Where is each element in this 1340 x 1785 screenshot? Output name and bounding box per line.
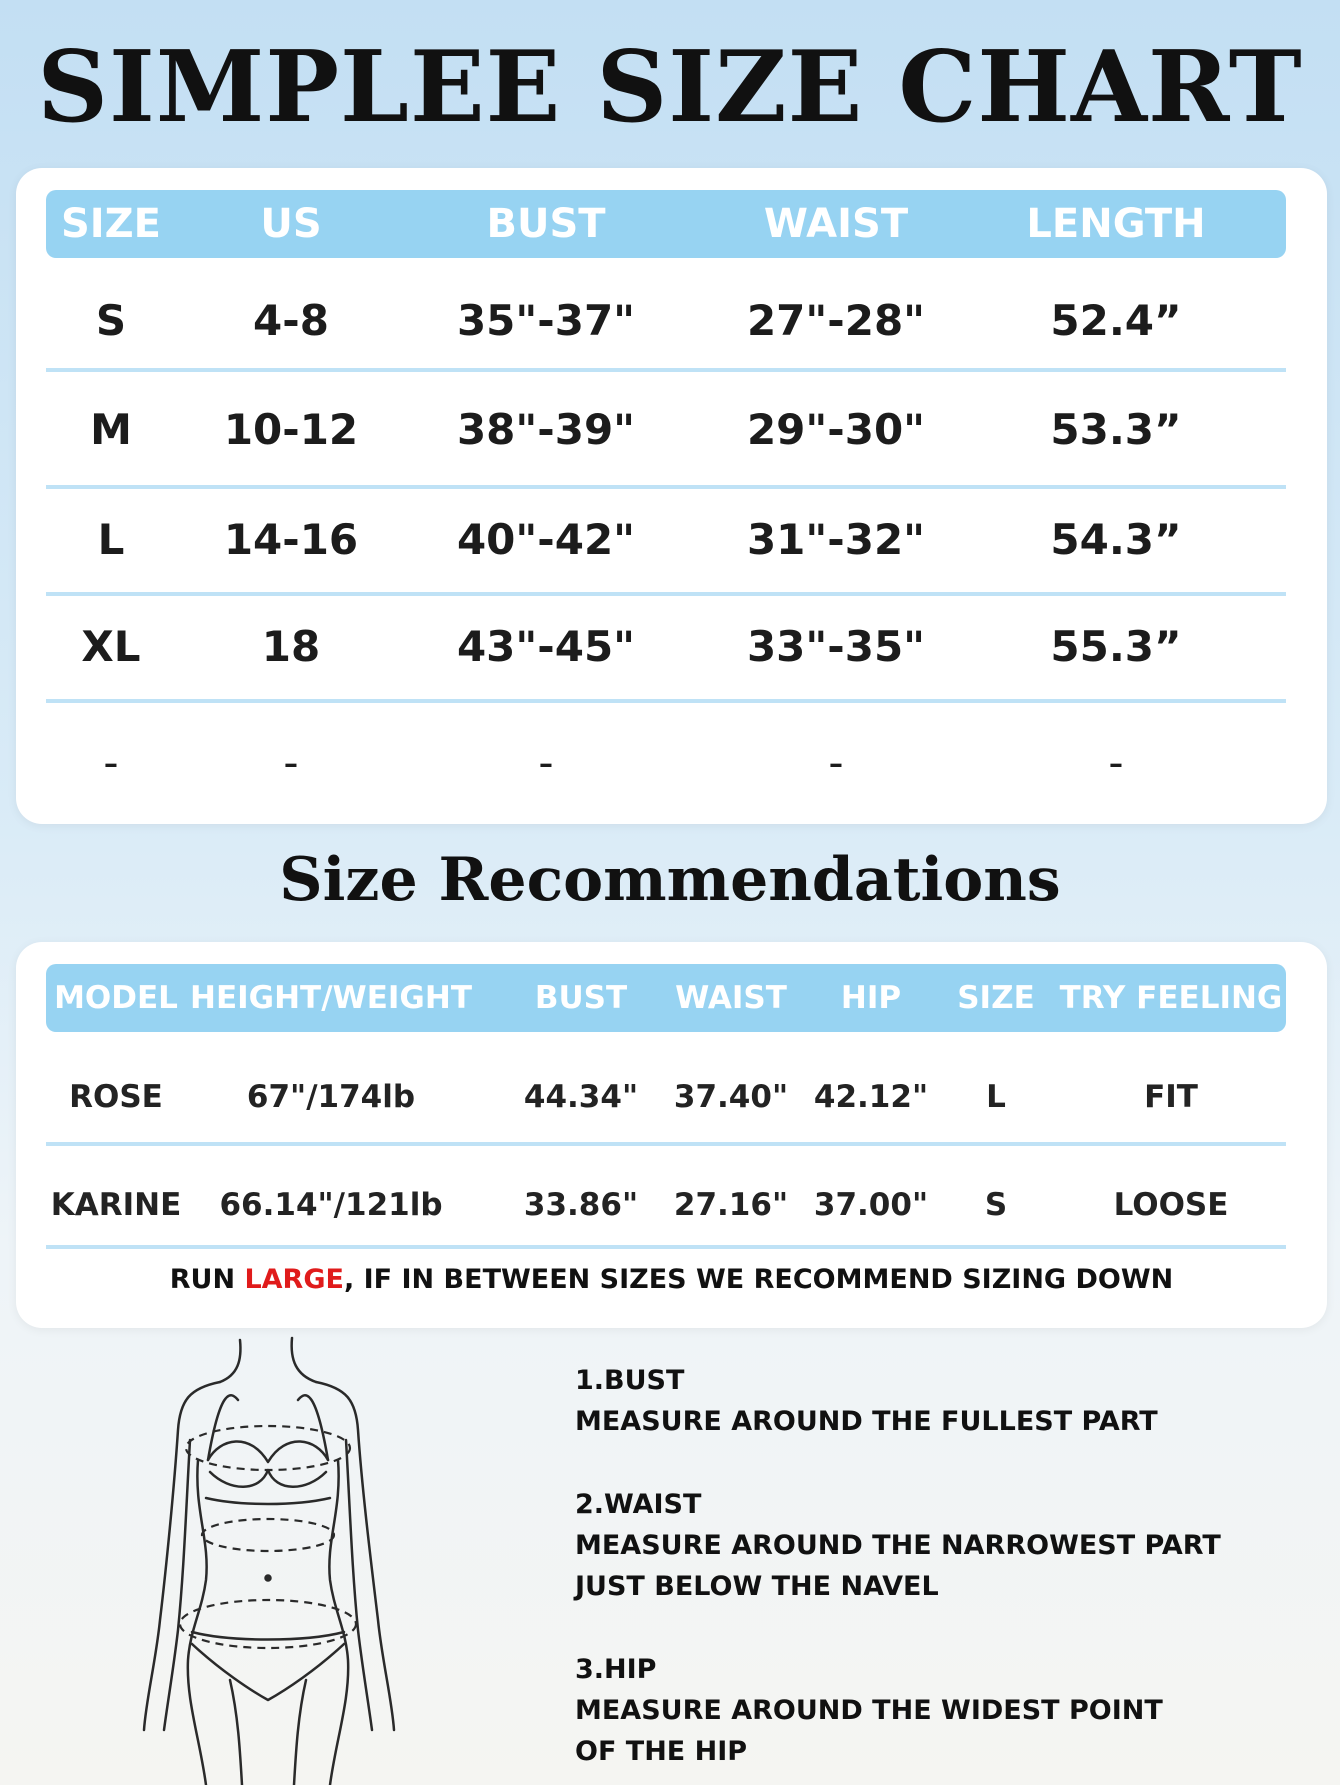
cell-hip: 37.00" [813,1187,929,1223]
size-row-m [46,380,1286,480]
hip-measure-line [180,1600,356,1648]
cell-length: 53.3” [1050,405,1182,454]
header-size: SIZE [60,201,162,247]
cell-bust: 38"-39" [456,405,636,454]
cell-waist: 29"-30" [746,405,926,454]
cell-model: KARINE [50,1187,182,1223]
instruction-line: MEASURE AROUND THE WIDEST POINT [575,1695,1163,1726]
cell-model: ROSE [69,1079,163,1115]
instruction-title: 3.HIP [575,1654,657,1685]
cell-waist: - [828,738,844,787]
note-highlight: LARGE [244,1264,344,1295]
cell-bust: 43"-45" [456,622,636,671]
instruction-line: JUST BELOW THE NAVEL [575,1571,939,1602]
cell-us: 14-16 [223,515,359,564]
instruction-title: 2.WAIST [575,1489,702,1520]
instruction-line: OF THE HIP [575,1736,748,1767]
cell-bust: - [538,738,554,787]
cell-waist: 37.40" [673,1079,789,1115]
header-us: US [260,201,322,247]
cell-bust: 33.86" [523,1187,639,1223]
instruction-line: MEASURE AROUND THE FULLEST PART [575,1406,1158,1437]
note-prefix: RUN [169,1264,245,1295]
instruction-waist [575,1484,1315,1607]
cell-us: - [283,738,299,787]
header-hip: HIP [840,980,902,1016]
cell-bust: 40"-42" [456,515,636,564]
cell-size: L [986,1079,1006,1115]
size-chart-card [16,168,1327,824]
waist-measure-line [202,1519,334,1551]
recommendations-card [16,942,1327,1328]
cell-size: S [95,296,127,345]
cell-waist: 33"-35" [746,622,926,671]
header-height-weight: HEIGHT/WEIGHT [190,980,472,1016]
cell-size: - [103,738,119,787]
instruction-hip [575,1649,1315,1772]
cell-size: XL [81,622,141,671]
row-divider [46,699,1286,703]
row-divider [46,368,1286,372]
instruction-line: MEASURE AROUND THE NARROWEST PART [575,1530,1221,1561]
row-divider [46,485,1286,489]
cell-us: 10-12 [223,405,359,454]
header-waist: WAIST [675,980,787,1016]
cell-try-feeling: FIT [1144,1079,1198,1115]
size-chart-header [46,190,1286,258]
model-row-rose [46,1047,1286,1147]
body-measurement-figure [120,1320,440,1785]
header-bust: BUST [534,980,628,1016]
cell-height-weight: 66.14"/121lb [219,1187,443,1223]
size-row-l [46,490,1286,590]
cell-length: 54.3” [1050,515,1182,564]
header-model: MODEL [54,980,178,1016]
header-waist: WAIST [763,201,909,247]
header-size: SIZE [957,980,1035,1016]
row-divider [46,592,1286,596]
cell-bust: 35"-37" [456,296,636,345]
note-suffix: , IF IN BETWEEN SIZES WE RECOMMEND SIZING DOWN [343,1264,1174,1295]
cell-bust: 44.34" [523,1079,639,1115]
cell-waist: 27.16" [673,1187,789,1223]
instruction-bust [575,1360,1315,1442]
cell-waist: 27"-28" [746,296,926,345]
cell-size: S [984,1187,1008,1223]
size-row-xl [46,597,1286,697]
row-divider [46,1245,1286,1249]
page-title: SIMPLEE SIZE CHART [37,30,1303,145]
size-row-empty [46,713,1286,813]
cell-us: 4-8 [253,296,329,345]
sizing-note [16,1264,1327,1295]
cell-length: 52.4” [1050,296,1182,345]
recommendations-header [46,964,1286,1032]
header-bust: BUST [486,201,606,247]
cell-try-feeling: LOOSE [1113,1187,1229,1223]
cell-length: 55.3” [1050,622,1182,671]
header-length: LENGTH [1026,201,1206,247]
row-divider [46,1142,1286,1146]
instruction-title: 1.BUST [575,1365,685,1396]
recommendations-title: Size Recommendations [279,845,1061,915]
cell-height-weight: 67"/174lb [246,1079,416,1115]
header-try-feeling: TRY FEELING [1059,980,1283,1016]
cell-hip: 42.12" [813,1079,929,1115]
cell-us: 18 [261,622,321,671]
cell-waist: 31"-32" [746,515,926,564]
model-row-karine [46,1155,1286,1255]
cell-length: - [1108,738,1124,787]
cell-size: L [97,515,125,564]
size-row-s [46,271,1286,371]
cell-size: M [90,405,132,454]
